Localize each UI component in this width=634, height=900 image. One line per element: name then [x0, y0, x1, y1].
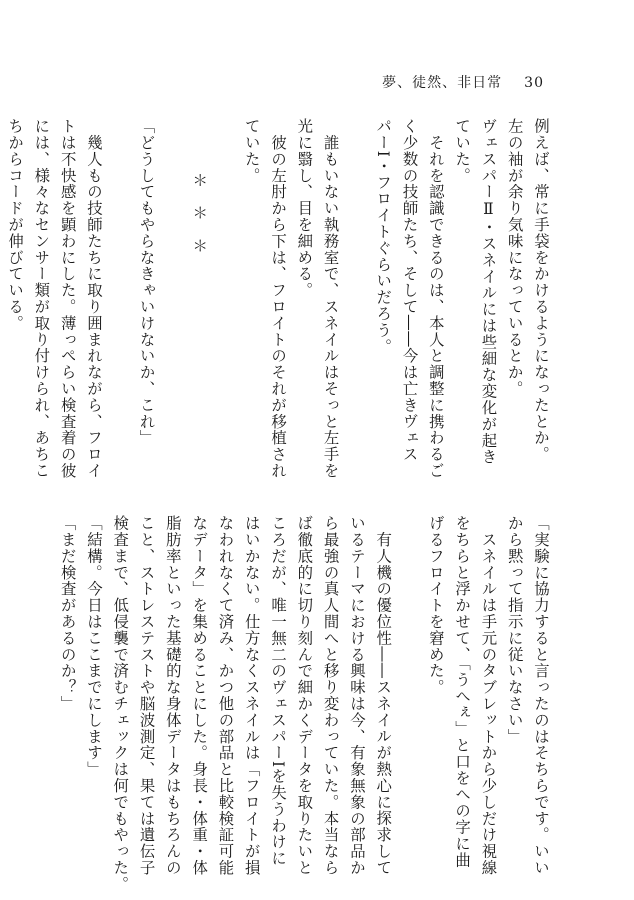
text-line: から黙って指示に従いなさい」: [505, 515, 524, 745]
text-line: げるフロイトを窘めた。: [426, 515, 445, 696]
text-line: なわれなくて済み、かつ他の部品と比較検証可能: [216, 515, 235, 876]
text-line: 「実験に協力すると言ったのはそちらです。いい: [532, 515, 550, 876]
text-line: スネイルは手元のタブレットから少しだけ視線: [479, 515, 498, 876]
blank-line: [107, 118, 133, 423]
text-line: 有人機の優位性――スネイルが熱心に探求して: [374, 515, 393, 876]
page-header: [382, 72, 544, 92]
text-line: はいかない。仕方なくスネイルは「フロイトが損: [242, 515, 261, 876]
blank-line: [396, 515, 422, 820]
blank-line: [344, 118, 370, 423]
text-line: いるテーマにおける興味は今、有象無象の部品か: [347, 515, 366, 876]
text-line: パーI・フロイトぐらいだろう。: [374, 118, 393, 355]
text-line: 脂肪率といった基礎的な身体データはもちろんの: [163, 515, 182, 876]
text-line: ていた。: [242, 118, 261, 184]
section-break: ＊ ＊ ＊: [190, 171, 209, 254]
text-line: 検査まで、低侵襲で済むチェックは何でもやった。: [111, 515, 130, 893]
text-line: ヴェスパーⅡ・スネイルには些細な変化が起き: [479, 118, 498, 465]
text-line: 「どうしてもやらなきゃいけないか、これ」: [137, 118, 156, 446]
text-line: 左の袖が余り気味になっているとか。: [505, 118, 524, 397]
text-line: それを認識できるのは、本人と調整に携わるご: [426, 118, 445, 479]
text-line: ば徹底的に切り刻んで細かくデータを取りたいと: [295, 515, 314, 876]
text-line: 「結構。今日はここまでにします」: [84, 515, 103, 778]
text-line: なデータ」を集めることにした。身長・体重・体: [190, 515, 209, 876]
text-line: ころだが、唯一無二のヴェスパーIを失うわけに: [269, 515, 288, 867]
blank-line: [212, 118, 238, 423]
lower-text-block: [54, 515, 554, 893]
text-line: く少数の技師たち、そして――今は亡きヴェス: [400, 118, 419, 463]
page-number: 30: [524, 75, 544, 91]
text-line: 「まだ検査があるのか？」: [58, 515, 77, 712]
text-line: には、様々なセンサー類が取り付けられ、あちこ: [32, 118, 51, 479]
text-line: ちからコードが伸びている。: [6, 118, 25, 332]
text-line: ら最強の真人間へと移り変わっていた。本当なら: [321, 515, 340, 876]
text-line: トは不快感を顕わにした。薄っぺらい検査着の彼: [58, 118, 77, 479]
text-line: 光に翳し、目を細める。: [295, 118, 314, 299]
text-line: 幾人もの技師たちに取り囲まれながら、フロイ: [84, 118, 103, 479]
text-line: 例えば、常に手袋をかけるようになったとか。: [532, 118, 550, 463]
text-line: 彼の左肘から下は、フロイトのそれが移植され: [269, 118, 288, 479]
text-line: 誰もいない執務室で、スネイルはそっと左手を: [321, 118, 340, 479]
chapter-title: 夢、徒然、非日常: [382, 75, 503, 91]
text-line: ていた。: [453, 118, 472, 184]
text-line: をちらと浮かせて、「うへぇ」と口をへの字に曲: [453, 515, 472, 869]
blank-line: [160, 118, 186, 423]
upper-text-block: [2, 118, 554, 479]
text-line: こと、ストレステストや脳波測定、果ては遺伝子: [137, 515, 156, 876]
